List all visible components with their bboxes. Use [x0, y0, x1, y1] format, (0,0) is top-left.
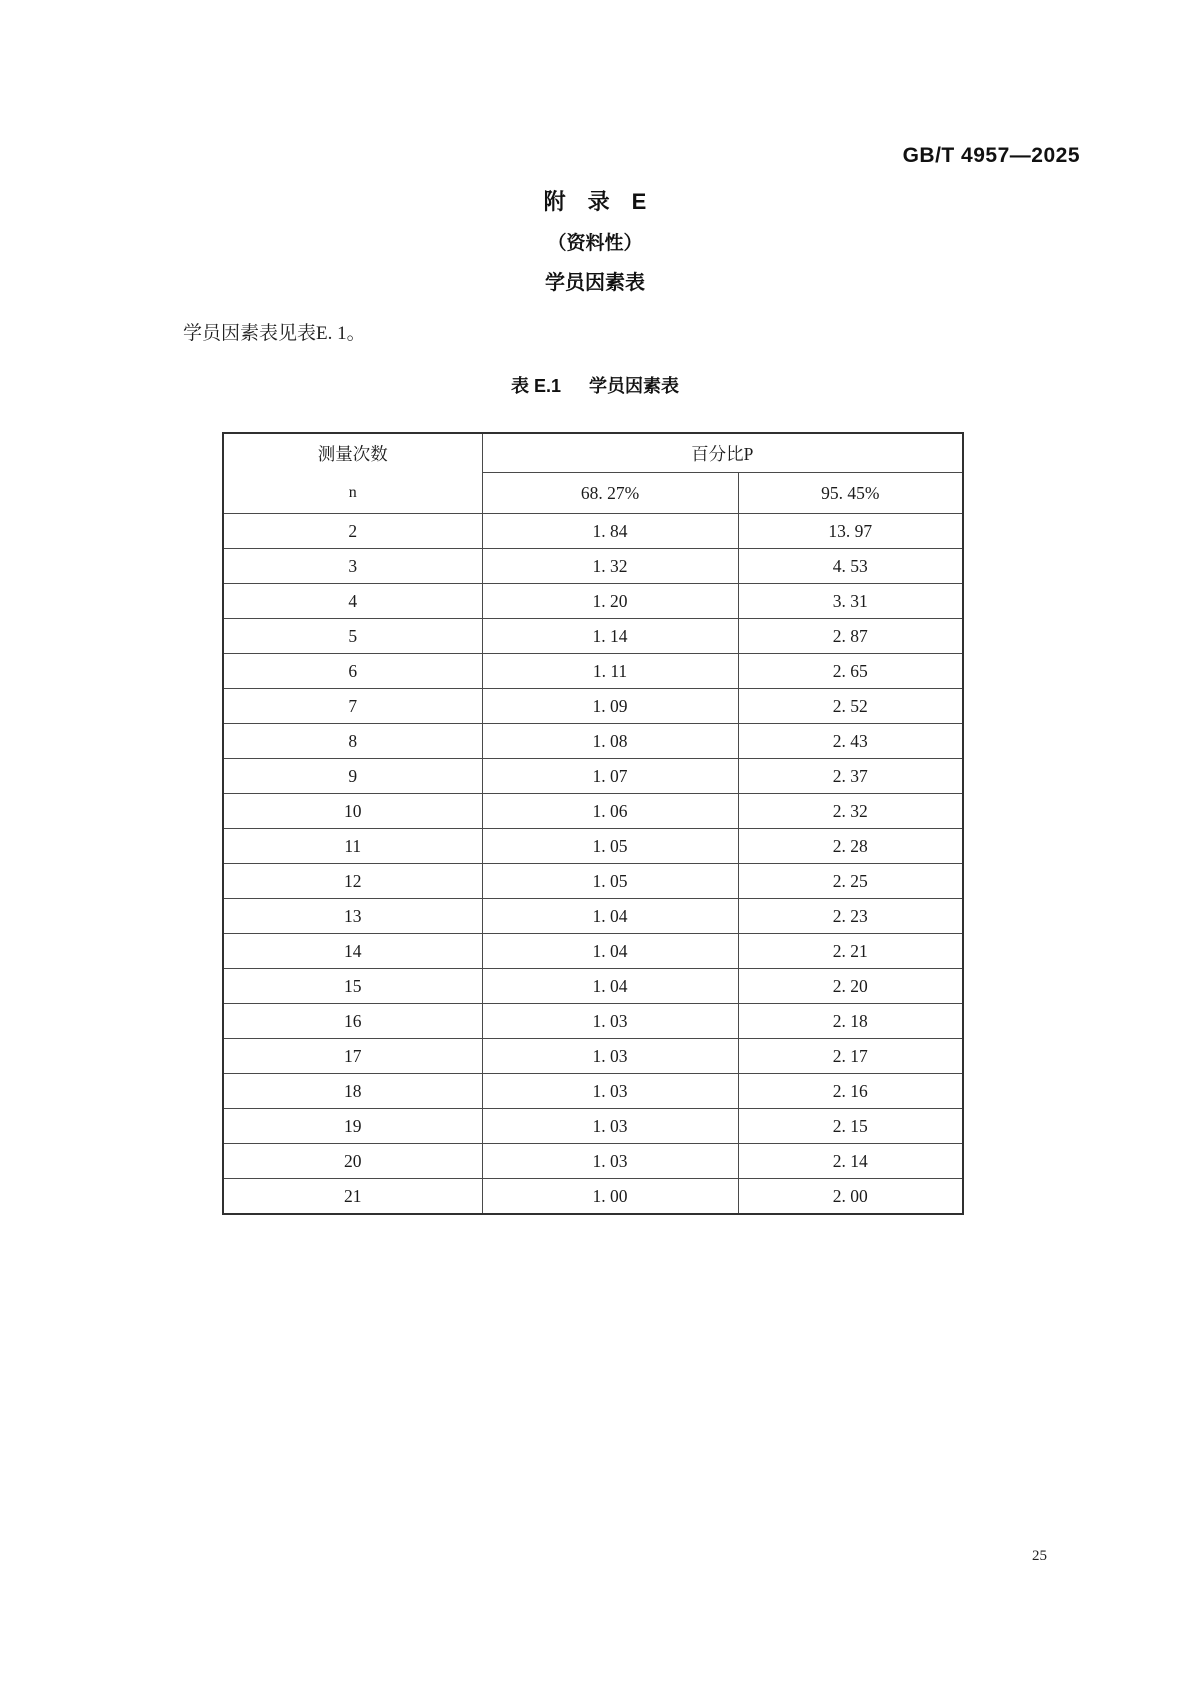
- cell-p95: 2. 23: [738, 899, 963, 934]
- cell-p95: 2. 18: [738, 1004, 963, 1039]
- cell-p68: 1. 04: [482, 899, 738, 934]
- cell-p68: 1. 05: [482, 829, 738, 864]
- cell-n: 4: [223, 584, 482, 619]
- cell-n: 21: [223, 1179, 482, 1215]
- cell-p68: 1. 03: [482, 1109, 738, 1144]
- cell-p95: 2. 32: [738, 794, 963, 829]
- table-row: [223, 654, 963, 689]
- factor-table-body: [223, 514, 963, 1215]
- table-caption-title: 学员因素表: [589, 376, 680, 396]
- table-row: [223, 584, 963, 619]
- cell-p95: 2. 16: [738, 1074, 963, 1109]
- cell-n: 11: [223, 829, 482, 864]
- header-cell-percentage-group: 百分比P: [482, 433, 963, 473]
- cell-n: 9: [223, 759, 482, 794]
- table-row: [223, 1074, 963, 1109]
- cell-n: 15: [223, 969, 482, 1004]
- factor-table: [222, 432, 964, 1215]
- cell-p95: 2. 37: [738, 759, 963, 794]
- cell-p68: 1. 06: [482, 794, 738, 829]
- cell-p95: 2. 43: [738, 724, 963, 759]
- cell-n: 13: [223, 899, 482, 934]
- cell-n: 3: [223, 549, 482, 584]
- appendix-subtitle: 学员因素表: [545, 272, 645, 294]
- cell-p95: 2. 65: [738, 654, 963, 689]
- header-cell-p68: 68. 27%: [482, 473, 738, 514]
- cell-n: 14: [223, 934, 482, 969]
- table-row: [223, 549, 963, 584]
- cell-p95: 2. 20: [738, 969, 963, 1004]
- table-row: [223, 969, 963, 1004]
- cell-n: 2: [223, 514, 482, 549]
- standard-number: GB/T 4957—2025: [902, 144, 1080, 167]
- cell-p95: 2. 17: [738, 1039, 963, 1074]
- table-row: [223, 619, 963, 654]
- cell-p95: 2. 52: [738, 689, 963, 724]
- table-caption-label: 表 E.1: [510, 376, 562, 396]
- table-row: [223, 514, 963, 549]
- cell-p68: 1. 07: [482, 759, 738, 794]
- cell-n: 8: [223, 724, 482, 759]
- cell-p95: 2. 15: [738, 1109, 963, 1144]
- table-row: [223, 1179, 963, 1215]
- cell-p68: 1. 14: [482, 619, 738, 654]
- cell-n: 5: [223, 619, 482, 654]
- cell-p68: 1. 20: [482, 584, 738, 619]
- cell-n: 10: [223, 794, 482, 829]
- header-cell-measurement-count: [223, 433, 482, 514]
- cell-n: 7: [223, 689, 482, 724]
- cell-p68: 1. 09: [482, 689, 738, 724]
- table-row: [223, 1109, 963, 1144]
- cell-p95: 4. 53: [738, 549, 963, 584]
- cell-p95: 2. 21: [738, 934, 963, 969]
- page-number: 25: [1032, 1548, 1047, 1564]
- cell-p68: 1. 04: [482, 934, 738, 969]
- table-row: [223, 1004, 963, 1039]
- cell-p95: 2. 87: [738, 619, 963, 654]
- cell-p95: 13. 97: [738, 514, 963, 549]
- table-row: [223, 1144, 963, 1179]
- cell-p95: 2. 00: [738, 1179, 963, 1215]
- factor-table-header: [223, 433, 963, 514]
- appendix-title: 附 录 E: [543, 189, 647, 214]
- table-row: [223, 1039, 963, 1074]
- cell-n: 19: [223, 1109, 482, 1144]
- table-row: [223, 689, 963, 724]
- cell-p68: 1. 05: [482, 864, 738, 899]
- cell-p68: 1. 03: [482, 1074, 738, 1109]
- cell-n: 18: [223, 1074, 482, 1109]
- table-row: [223, 864, 963, 899]
- table-row: [223, 724, 963, 759]
- cell-p68: 1. 84: [482, 514, 738, 549]
- header-cell-p95: 95. 45%: [738, 473, 963, 514]
- cell-p68: 1. 32: [482, 549, 738, 584]
- header-measurement-count-label: 测量次数: [317, 444, 388, 464]
- table-caption: [0, 372, 1190, 398]
- header-row-group: [223, 433, 963, 473]
- cell-n: 17: [223, 1039, 482, 1074]
- cell-p95: 2. 14: [738, 1144, 963, 1179]
- cell-n: 20: [223, 1144, 482, 1179]
- cell-p68: 1. 03: [482, 1039, 738, 1074]
- cell-n: 6: [223, 654, 482, 689]
- cell-n: 16: [223, 1004, 482, 1039]
- cell-p68: 1. 00: [482, 1179, 738, 1215]
- table-row: [223, 934, 963, 969]
- cell-n: 12: [223, 864, 482, 899]
- cell-p68: 1. 04: [482, 969, 738, 1004]
- cell-p95: 2. 25: [738, 864, 963, 899]
- intro-paragraph: 学员因素表见表E. 1。: [183, 323, 366, 344]
- table-row: [223, 759, 963, 794]
- table-row: [223, 829, 963, 864]
- cell-p95: 3. 31: [738, 584, 963, 619]
- cell-p68: 1. 08: [482, 724, 738, 759]
- cell-p68: 1. 11: [482, 654, 738, 689]
- table-row: [223, 794, 963, 829]
- appendix-type: （资料性）: [547, 233, 643, 254]
- header-n-label: n: [348, 483, 357, 501]
- cell-p95: 2. 28: [738, 829, 963, 864]
- cell-p68: 1. 03: [482, 1004, 738, 1039]
- table-row: [223, 899, 963, 934]
- cell-p68: 1. 03: [482, 1144, 738, 1179]
